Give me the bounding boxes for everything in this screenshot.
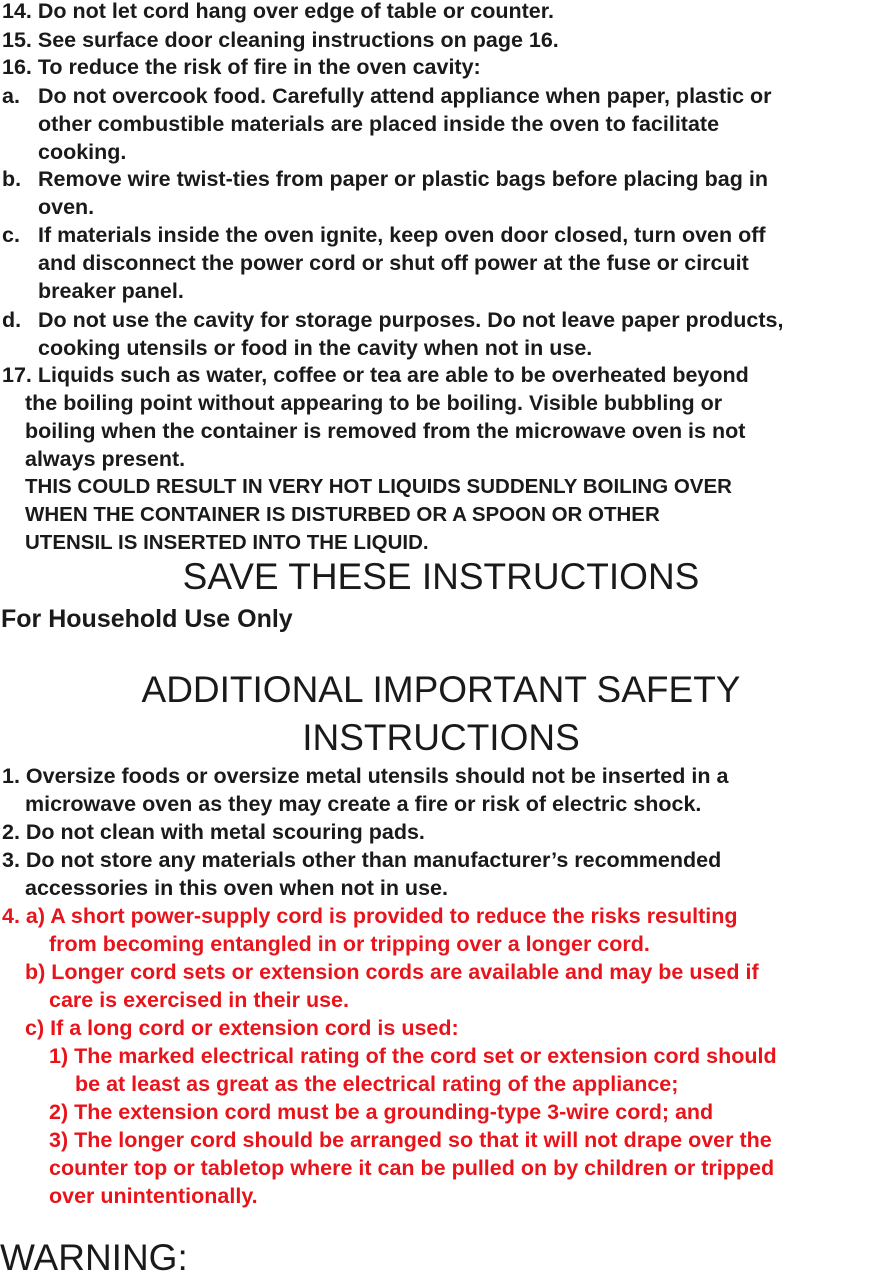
item-16a-line: other combustible materials are placed inside the oven to facilitate: [38, 112, 720, 136]
additional-item-4c3-line: over unintentionally.: [49, 1184, 258, 1208]
item-16c-line: If materials inside the oven ignite, keep oven door closed, turn oven off: [38, 223, 766, 247]
item-17-caps-line: WHEN THE CONTAINER IS DISTURBED OR A SPOON OR OTHER: [25, 503, 660, 526]
additional-item-4a-line: from becoming entangled in or tripping over a longer cord.: [49, 932, 650, 956]
item-16b-line: oven.: [38, 195, 95, 219]
additional-item-4c3-line: 3) The longer cord should be arranged so that it will not drape over the: [49, 1128, 772, 1152]
additional-item-4c: c) If a long cord or extension cord is used:: [25, 1016, 459, 1040]
additional-heading-line2: INSTRUCTIONS: [302, 717, 580, 758]
additional-item-4c1-line: 1) The marked electrical rating of the cord set or extension cord should: [49, 1044, 777, 1068]
item-16a-line: cooking.: [38, 140, 127, 164]
additional-item-3-line: accessories in this oven when not in use.: [25, 876, 448, 900]
item-17-line: 17. Liquids such as water, coffee or tea are able to be overheated beyond: [2, 363, 749, 387]
item-16d-line: Do not use the cavity for storage purposes. Do not leave paper products,: [38, 308, 784, 332]
additional-item-4c1-line: be at least as great as the electrical rating of the appliance;: [75, 1072, 679, 1096]
additional-heading-line1: ADDITIONAL IMPORTANT SAFETY: [141, 669, 741, 710]
item-16d-label: d.: [2, 308, 22, 332]
item-16b-label: b.: [2, 167, 22, 191]
item-17-caps-line: UTENSIL IS INSERTED INTO THE LIQUID.: [25, 531, 429, 554]
additional-item-4b-line: b) Longer cord sets or extension cords are available and may be used if: [25, 960, 759, 984]
additional-item-4c3-line: counter top or tabletop where it can be pulled on by children or tripped: [49, 1156, 775, 1180]
additional-item-1-line: 1. Oversize foods or oversize metal utensils should not be inserted in a: [2, 764, 729, 788]
item-14: 14. Do not let cord hang over edge of table or counter.: [2, 0, 554, 23]
item-15: 15. See surface door cleaning instructions on page 16.: [2, 28, 559, 52]
item-16c-line: breaker panel.: [38, 279, 184, 303]
item-17-line: boiling when the container is removed from the microwave oven is not: [25, 419, 746, 443]
additional-item-4c2: 2) The extension cord must be a grounding-type 3-wire cord; and: [49, 1100, 714, 1124]
warning-heading: WARNING:: [0, 1237, 188, 1278]
additional-item-2: 2. Do not clean with metal scouring pads.: [2, 820, 425, 844]
additional-item-1-line: microwave oven as they may create a fire or risk of electric shock.: [25, 792, 702, 816]
item-16b-line: Remove wire twist-ties from paper or plastic bags before placing bag in: [38, 167, 768, 191]
additional-item-3-line: 3. Do not store any materials other than manufacturer’s recommended: [2, 848, 722, 872]
household-use-note: For Household Use Only: [1, 605, 293, 633]
save-instructions-heading: SAVE THESE INSTRUCTIONS: [182, 556, 700, 597]
item-16a-label: a.: [2, 84, 20, 108]
item-17-caps-line: THIS COULD RESULT IN VERY HOT LIQUIDS SUDDENLY BOILING OVER: [25, 475, 732, 498]
item-16c-label: c.: [2, 223, 20, 247]
item-16: 16. To reduce the risk of fire in the oven cavity:: [2, 55, 481, 79]
item-17-line: always present.: [25, 447, 186, 471]
item-16d-line: cooking utensils or food in the cavity when not in use.: [38, 336, 593, 360]
item-16a-line: Do not overcook food. Carefully attend appliance when paper, plastic or: [38, 84, 772, 108]
additional-item-4a-line: 4. a) A short power-supply cord is provided to reduce the risks resulting: [2, 904, 738, 928]
item-17-line: the boiling point without appearing to be boiling. Visible bubbling or: [25, 391, 723, 415]
item-16c-line: and disconnect the power cord or shut off power at the fuse or circuit: [38, 251, 749, 275]
additional-item-4b-line: care is exercised in their use.: [49, 988, 349, 1012]
